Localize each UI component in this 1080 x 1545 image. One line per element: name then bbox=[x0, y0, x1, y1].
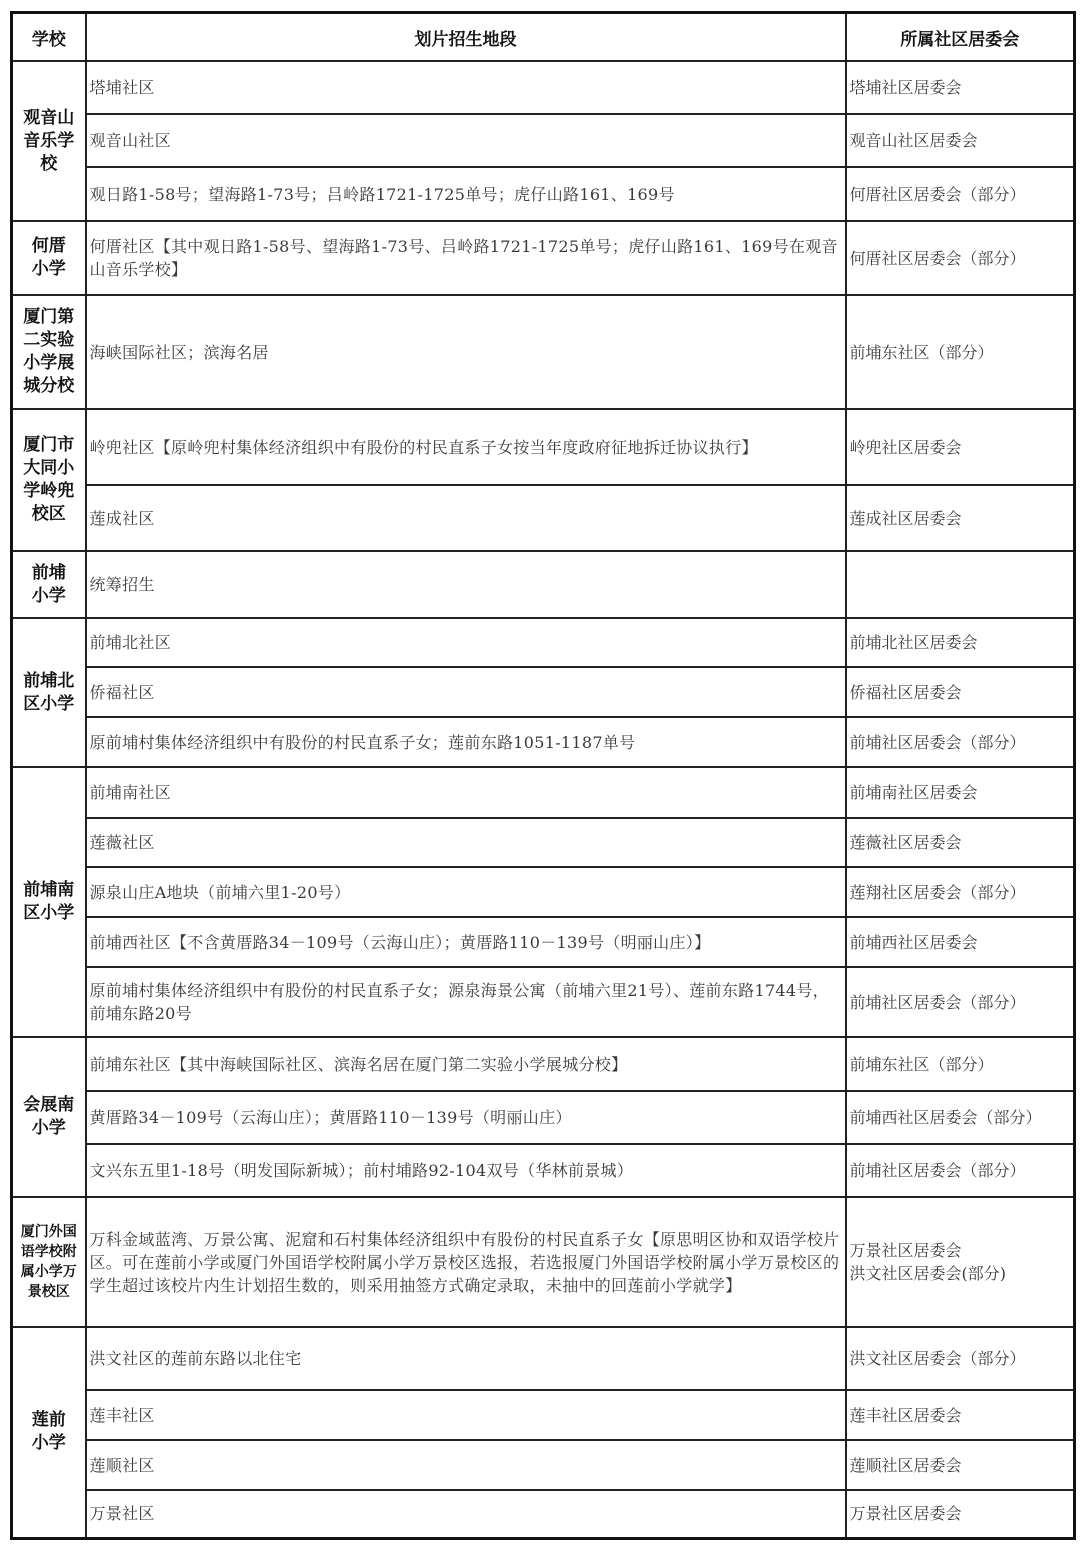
table-row bbox=[12, 295, 1075, 409]
table-row bbox=[12, 917, 1075, 967]
zone-area-cell: 何厝社区【其中观日路1-58号、望海路1-73号、吕岭路1721-1725单号；虎仔山路161、169号在观音山音乐学校】 bbox=[86, 221, 846, 295]
zone-area-cell: 统筹招生 bbox=[86, 551, 846, 618]
community-committee-cell bbox=[846, 551, 1075, 618]
school-name-cell: 前埔南 区小学 bbox=[12, 767, 86, 1037]
community-committee-cell: 侨福社区居委会 bbox=[846, 667, 1075, 717]
table-row bbox=[12, 667, 1075, 717]
zone-area-cell: 侨福社区 bbox=[86, 667, 846, 717]
zone-area-cell: 洪文社区的莲前东路以北住宅 bbox=[86, 1327, 846, 1390]
zone-area-cell: 莲丰社区 bbox=[86, 1390, 846, 1440]
zone-area-cell: 前埔南社区 bbox=[86, 767, 846, 818]
school-name-cell: 会展南 小学 bbox=[12, 1037, 86, 1197]
table-row bbox=[12, 1037, 1075, 1091]
table-row bbox=[12, 1490, 1075, 1538]
school-zone-table bbox=[10, 11, 1076, 1540]
zone-area-cell: 岭兜社区【原岭兜村集体经济组织中有股份的村民直系子女按当年度政府征地拆迁协议执行】 bbox=[86, 409, 846, 485]
community-committee-cell: 前埔社区居委会（部分） bbox=[846, 1144, 1075, 1197]
table-row bbox=[12, 409, 1075, 485]
school-name-cell: 厦门市 大同小 学岭兜 校区 bbox=[12, 409, 86, 551]
community-committee-cell: 莲顺社区居委会 bbox=[846, 1440, 1075, 1490]
school-name-cell: 前埔北 区小学 bbox=[12, 618, 86, 767]
community-committee-cell: 岭兜社区居委会 bbox=[846, 409, 1075, 485]
community-committee-cell: 前埔西社区居委会（部分） bbox=[846, 1091, 1075, 1144]
zone-area-cell: 莲薇社区 bbox=[86, 818, 846, 867]
zone-area-cell: 塔埔社区 bbox=[86, 61, 846, 114]
community-committee-cell: 观音山社区居委会 bbox=[846, 114, 1075, 167]
school-name-cell: 何厝 小学 bbox=[12, 221, 86, 295]
community-committee-cell: 莲成社区居委会 bbox=[846, 485, 1075, 551]
community-committee-cell: 前埔南社区居委会 bbox=[846, 767, 1075, 818]
school-name-cell: 莲前 小学 bbox=[12, 1327, 86, 1538]
community-committee-cell: 洪文社区居委会（部分） bbox=[846, 1327, 1075, 1390]
table-row bbox=[12, 551, 1075, 618]
table-row bbox=[12, 1390, 1075, 1440]
zone-area-cell: 黄厝路34－109号（云海山庄）；黄厝路110－139号（明丽山庄） bbox=[86, 1091, 846, 1144]
table-row bbox=[12, 485, 1075, 551]
header-school: 学校 bbox=[12, 13, 86, 62]
community-committee-cell: 莲薇社区居委会 bbox=[846, 818, 1075, 867]
community-committee-cell: 何厝社区居委会（部分） bbox=[846, 221, 1075, 295]
community-committee-cell: 莲翔社区居委会（部分） bbox=[846, 867, 1075, 917]
table-row bbox=[12, 767, 1075, 818]
table-row bbox=[12, 1440, 1075, 1490]
table-row bbox=[12, 1091, 1075, 1144]
zone-area-cell: 观音山社区 bbox=[86, 114, 846, 167]
table-row bbox=[12, 967, 1075, 1037]
zone-area-cell: 前埔西社区【不含黄厝路34－109号（云海山庄）；黄厝路110－139号（明丽山庄）】 bbox=[86, 917, 846, 967]
zone-area-cell: 原前埔村集体经济组织中有股份的村民直系子女；莲前东路1051-1187单号 bbox=[86, 717, 846, 767]
community-committee-cell: 前埔西社区居委会 bbox=[846, 917, 1075, 967]
school-name-cell: 厦门第 二实验 小学展 城分校 bbox=[12, 295, 86, 409]
zone-area-cell: 海峡国际社区；滨海名居 bbox=[86, 295, 846, 409]
community-committee-cell: 前埔东社区（部分） bbox=[846, 1037, 1075, 1091]
community-committee-cell: 何厝社区居委会（部分） bbox=[846, 167, 1075, 221]
school-name-cell: 观音山 音乐学 校 bbox=[12, 61, 86, 221]
table-row bbox=[12, 61, 1075, 114]
zone-area-cell: 观日路1-58号；望海路1-73号；吕岭路1721-1725单号；虎仔山路161、169号 bbox=[86, 167, 846, 221]
table-row bbox=[12, 717, 1075, 767]
table-row bbox=[12, 867, 1075, 917]
community-committee-cell: 前埔北社区居委会 bbox=[846, 618, 1075, 667]
zone-area-cell: 文兴东五里1-18号（明发国际新城）；前村埔路92-104双号（华林前景城） bbox=[86, 1144, 846, 1197]
zone-area-cell: 莲成社区 bbox=[86, 485, 846, 551]
school-name-cell: 厦门外国 语学校附 属小学万 景校区 bbox=[12, 1197, 86, 1327]
table-row bbox=[12, 818, 1075, 867]
table-row bbox=[12, 1327, 1075, 1390]
community-committee-cell: 莲丰社区居委会 bbox=[846, 1390, 1075, 1440]
community-committee-cell: 万景社区居委会 bbox=[846, 1490, 1075, 1538]
table-row bbox=[12, 1197, 1075, 1327]
community-committee-cell: 前埔社区居委会（部分） bbox=[846, 967, 1075, 1037]
community-committee-cell: 塔埔社区居委会 bbox=[846, 61, 1075, 114]
community-committee-cell: 万景社区居委会 洪文社区居委会(部分) bbox=[846, 1197, 1075, 1327]
header-committee: 所属社区居委会 bbox=[846, 13, 1075, 62]
header-area: 划片招生地段 bbox=[86, 13, 846, 62]
zone-area-cell: 源泉山庄A地块（前埔六里1-20号） bbox=[86, 867, 846, 917]
community-committee-cell: 前埔东社区（部分） bbox=[846, 295, 1075, 409]
community-committee-cell: 前埔社区居委会（部分） bbox=[846, 717, 1075, 767]
school-name-cell: 前埔 小学 bbox=[12, 551, 86, 618]
table-row bbox=[12, 114, 1075, 167]
zone-area-cell: 万科金域蓝湾、万景公寓、泥窟和石村集体经济组织中有股份的村民直系子女【原思明区协和双语学校片区。可在莲前小学或厦门外国语学校附属小学万景校区选报，若选报厦门外国语学校附属小学万景校区的学生超过该校片内生计划招生数的，则采用抽签方式确定录取，未抽中的回莲前小学就学】 bbox=[86, 1197, 846, 1327]
table-row bbox=[12, 1144, 1075, 1197]
zone-area-cell: 莲顺社区 bbox=[86, 1440, 846, 1490]
zone-area-cell: 前埔东社区【其中海峡国际社区、滨海名居在厦门第二实验小学展城分校】 bbox=[86, 1037, 846, 1091]
zone-area-cell: 前埔北社区 bbox=[86, 618, 846, 667]
table-row bbox=[12, 618, 1075, 667]
zone-area-cell: 万景社区 bbox=[86, 1490, 846, 1538]
table-row bbox=[12, 221, 1075, 295]
table-row bbox=[12, 167, 1075, 221]
table-body bbox=[12, 61, 1075, 1538]
table-header-row bbox=[12, 13, 1075, 62]
zone-area-cell: 原前埔村集体经济组织中有股份的村民直系子女；源泉海景公寓（前埔六里21号）、莲前东路1744号，前埔东路20号 bbox=[86, 967, 846, 1037]
